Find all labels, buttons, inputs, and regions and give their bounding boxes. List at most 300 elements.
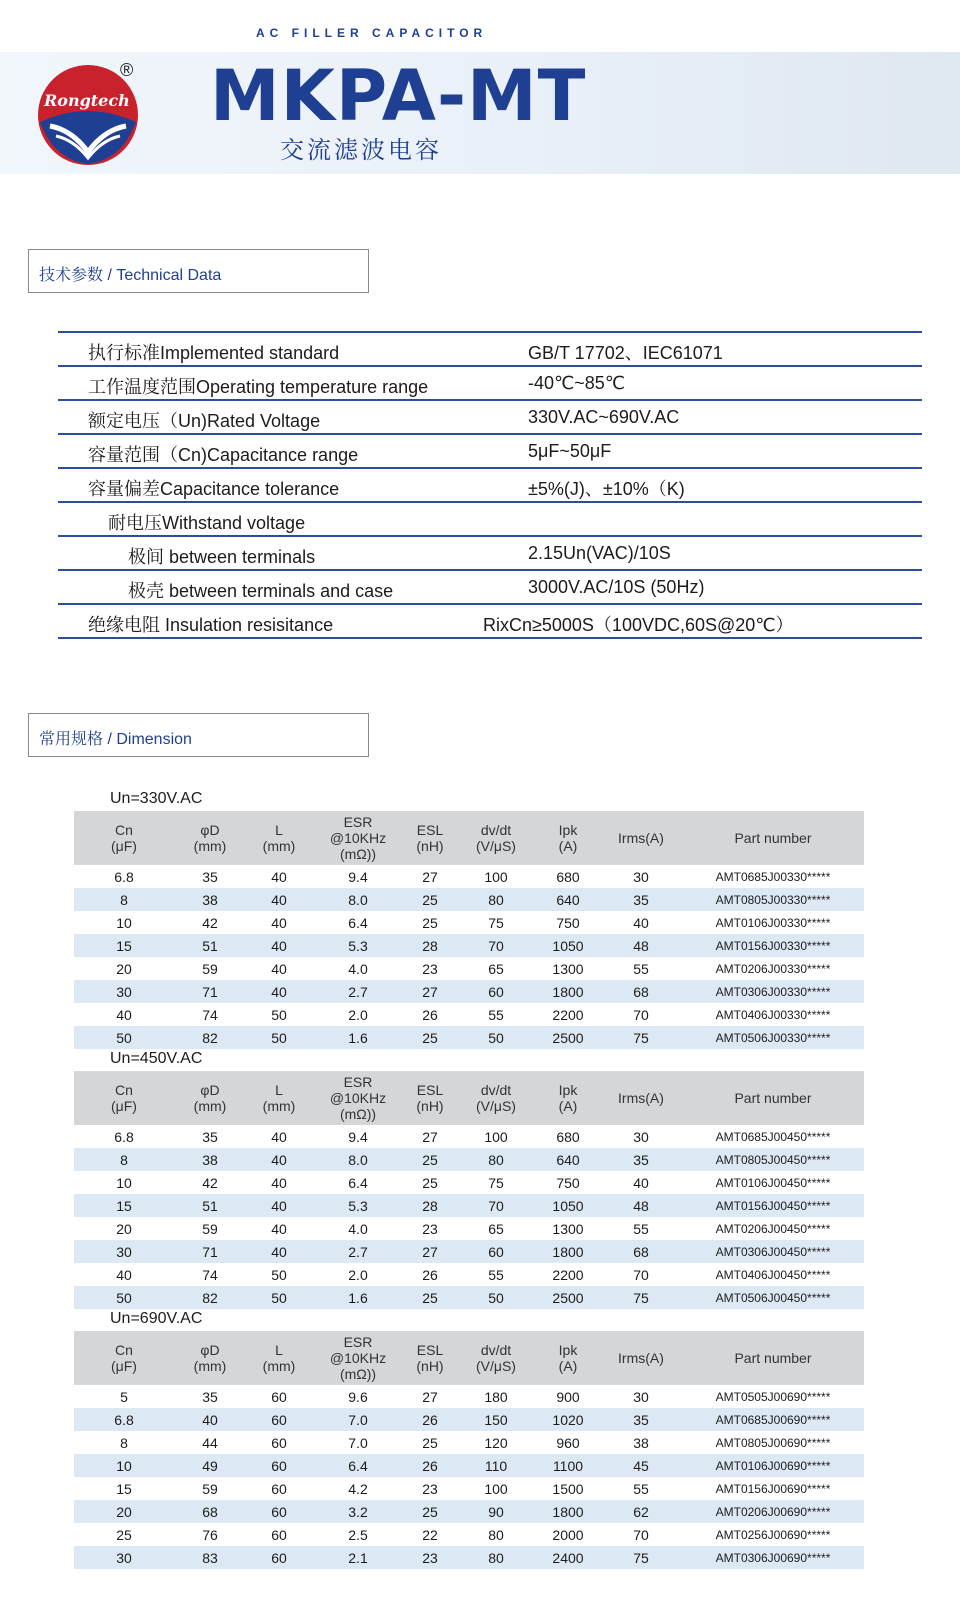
spec-cell: 40 xyxy=(116,1266,132,1283)
spec-header-line: dv/dt xyxy=(480,1082,512,1098)
spec-cell: 27 xyxy=(422,983,438,1000)
spec-cell: 1050 xyxy=(552,1197,584,1214)
spec-header-line: Ipk xyxy=(558,822,578,838)
spec-header-line: (nH) xyxy=(416,1098,444,1114)
spec-cell: AMT0106J00330***** xyxy=(715,915,831,930)
spec-cell: 50 xyxy=(271,1266,287,1283)
spec-cell: 23 xyxy=(422,1220,438,1237)
spec-cell: 100 xyxy=(484,1480,508,1497)
spec-cell: 42 xyxy=(202,1174,218,1191)
spec-header-cell xyxy=(404,822,456,854)
spec-cell: 70 xyxy=(488,1197,504,1214)
spec-cell: 50 xyxy=(271,1289,287,1306)
spec-cell: 50 xyxy=(271,1029,287,1046)
spec-header-cell xyxy=(312,1074,404,1122)
spec-cell: 50 xyxy=(116,1029,132,1046)
spec-row xyxy=(74,1523,864,1546)
spec-header-row xyxy=(74,1071,864,1125)
spec-cell: 38 xyxy=(202,1151,218,1168)
spec-cell: 25 xyxy=(422,1151,438,1168)
spec-header-line: (A) xyxy=(558,1358,578,1374)
spec-voltage-label: Un=450V.AC xyxy=(110,1050,203,1067)
spec-cell: 60 xyxy=(488,1243,504,1260)
spec-header-line: dv/dt xyxy=(480,1342,512,1358)
spec-cell: 750 xyxy=(556,1174,580,1191)
spec-header-cell xyxy=(456,1082,536,1114)
spec-cell: 83 xyxy=(202,1549,218,1566)
spec-cell: 40 xyxy=(633,1174,649,1191)
spec-cell: AMT0506J00330***** xyxy=(715,1030,831,1045)
spec-cell: 55 xyxy=(633,960,649,977)
spec-cell: 25 xyxy=(422,914,438,931)
spec-cell: AMT0156J00330***** xyxy=(715,938,831,953)
spec-cell: 60 xyxy=(488,983,504,1000)
spec-cell: 1800 xyxy=(552,1243,584,1260)
spec-cell: 40 xyxy=(271,914,287,931)
spec-row xyxy=(74,1148,864,1171)
spec-cell: 45 xyxy=(633,1457,649,1474)
spec-cell: 8 xyxy=(120,891,128,908)
spec-cell: 5.3 xyxy=(348,937,368,954)
spec-cell: AMT0805J00330***** xyxy=(715,892,831,907)
spec-cell: 150 xyxy=(484,1411,508,1428)
spec-cell: AMT0406J00330***** xyxy=(715,1007,831,1022)
tech-value: 330V.AC~690V.AC xyxy=(528,407,680,427)
spec-cell: 9.6 xyxy=(348,1388,368,1405)
spec-cell: 25 xyxy=(422,1434,438,1451)
spec-header-line: (μF) xyxy=(111,838,137,854)
spec-cell: 20 xyxy=(116,960,132,977)
spec-cell: 40 xyxy=(271,891,287,908)
spec-cell: 60 xyxy=(271,1526,287,1543)
spec-cell: 35 xyxy=(633,1151,649,1168)
spec-cell: 1050 xyxy=(552,937,584,954)
tech-row xyxy=(58,433,922,467)
spec-cell: 640 xyxy=(556,1151,580,1168)
spec-header-line: Part number xyxy=(734,830,812,846)
spec-cell: 120 xyxy=(484,1434,508,1451)
spec-cell: 6.8 xyxy=(114,1411,134,1428)
spec-cell: 1300 xyxy=(552,1220,584,1237)
spec-cell: 75 xyxy=(633,1029,649,1046)
spec-header-line: Part number xyxy=(734,1090,812,1106)
spec-header-line: L xyxy=(275,1342,283,1358)
section-technical-title: 技术参数 / Technical Data xyxy=(39,267,222,284)
spec-cell: 48 xyxy=(633,1197,649,1214)
spec-header-line: Cn xyxy=(115,1342,133,1358)
spec-cell: 30 xyxy=(633,1128,649,1145)
spec-header-line: (V/μS) xyxy=(476,838,516,854)
spec-header-row xyxy=(74,1331,864,1385)
spec-row xyxy=(74,934,864,957)
spec-header-cell xyxy=(74,822,174,854)
spec-row xyxy=(74,1263,864,1286)
spec-cell: 25 xyxy=(422,1029,438,1046)
product-subtitle: 交流滤波电容 xyxy=(280,137,442,164)
spec-cell: 10 xyxy=(116,1457,132,1474)
spec-cell: 6.8 xyxy=(114,1128,134,1145)
spec-cell: AMT0306J00450***** xyxy=(715,1244,831,1259)
spec-cell: 15 xyxy=(116,1480,132,1497)
spec-cell: 75 xyxy=(488,1174,504,1191)
product-title: MKPA-MT xyxy=(210,55,587,137)
tech-row xyxy=(58,365,922,399)
spec-header-line: φD xyxy=(200,822,220,838)
spec-row xyxy=(74,1217,864,1240)
spec-cell: 60 xyxy=(271,1457,287,1474)
spec-cell: 2.7 xyxy=(348,983,368,1000)
spec-header-cell xyxy=(456,1342,536,1374)
spec-header-line: (mΩ)) xyxy=(339,1106,377,1122)
spec-cell: 80 xyxy=(488,1549,504,1566)
spec-row xyxy=(74,1194,864,1217)
spec-cell: 55 xyxy=(488,1006,504,1023)
spec-header-cell xyxy=(246,1082,312,1114)
spec-header-cell xyxy=(174,1082,246,1114)
spec-header-cell xyxy=(74,1082,174,1114)
spec-header-row xyxy=(74,811,864,865)
spec-cell: 60 xyxy=(271,1434,287,1451)
spec-header-line: (μF) xyxy=(111,1358,137,1374)
tech-value: RixCn≥5000S（100VDC,60S@20℃） xyxy=(483,615,794,635)
spec-cell: 22 xyxy=(422,1526,438,1543)
spec-cell: 40 xyxy=(271,1243,287,1260)
spec-cell: 50 xyxy=(488,1289,504,1306)
spec-cell: 59 xyxy=(202,1220,218,1237)
spec-cell: 10 xyxy=(116,914,132,931)
spec-cell: 960 xyxy=(556,1434,580,1451)
spec-cell: 40 xyxy=(116,1006,132,1023)
spec-cell: 27 xyxy=(422,868,438,885)
spec-cell: 40 xyxy=(271,960,287,977)
spec-cell: AMT0256J00690***** xyxy=(715,1527,831,1542)
spec-cell: 75 xyxy=(488,914,504,931)
spec-cell: 62 xyxy=(633,1503,649,1520)
spec-header-line: (nH) xyxy=(416,1358,444,1374)
spec-cell: 70 xyxy=(633,1006,649,1023)
spec-cell: 38 xyxy=(633,1434,649,1451)
spec-cell: 4.2 xyxy=(348,1480,368,1497)
spec-header-cell xyxy=(174,1342,246,1374)
tagline: AC FILLER CAPACITOR xyxy=(256,26,488,40)
spec-cell: 20 xyxy=(116,1220,132,1237)
spec-cell: AMT0685J00450***** xyxy=(715,1129,831,1144)
spec-row xyxy=(74,957,864,980)
spec-header-line: L xyxy=(275,1082,283,1098)
spec-header-cell xyxy=(404,1342,456,1374)
spec-cell: 80 xyxy=(488,1151,504,1168)
spec-cell: 27 xyxy=(422,1388,438,1405)
spec-header-cell xyxy=(312,814,404,862)
spec-header-line: L xyxy=(275,822,283,838)
spec-header-line: Irms(A) xyxy=(618,1090,664,1106)
spec-cell: 680 xyxy=(556,868,580,885)
spec-header-cell xyxy=(682,830,864,846)
spec-cell: 90 xyxy=(488,1503,504,1520)
spec-cell: 1100 xyxy=(552,1457,584,1474)
spec-row xyxy=(74,1477,864,1500)
spec-header-line: @10KHz xyxy=(329,1350,387,1366)
spec-cell: 40 xyxy=(271,1197,287,1214)
spec-header-line: (nH) xyxy=(416,838,444,854)
tech-row xyxy=(58,603,922,639)
spec-cell: 35 xyxy=(202,868,218,885)
tech-key: 极壳 between terminals and case xyxy=(128,581,394,601)
spec-header-line: Ipk xyxy=(558,1342,578,1358)
spec-cell: 40 xyxy=(271,1174,287,1191)
spec-voltage-label: Un=330V.AC xyxy=(110,790,203,807)
spec-cell: 1500 xyxy=(552,1480,584,1497)
spec-cell: 55 xyxy=(633,1480,649,1497)
spec-cell: 68 xyxy=(633,983,649,1000)
spec-cell: 42 xyxy=(202,914,218,931)
spec-cell: 20 xyxy=(116,1503,132,1520)
spec-row xyxy=(74,865,864,888)
spec-cell: 8 xyxy=(120,1434,128,1451)
spec-cell: AMT0406J00450***** xyxy=(715,1267,831,1282)
spec-cell: 2.7 xyxy=(348,1243,368,1260)
spec-cell: AMT0805J00690***** xyxy=(715,1435,831,1450)
spec-cell: AMT0505J00690***** xyxy=(715,1389,831,1404)
spec-cell: 26 xyxy=(422,1266,438,1283)
spec-cell: 25 xyxy=(422,1503,438,1520)
spec-cell: 25 xyxy=(422,1174,438,1191)
spec-row xyxy=(74,1240,864,1263)
spec-cell: 1300 xyxy=(552,960,584,977)
spec-cell: 49 xyxy=(202,1457,218,1474)
spec-header-cell xyxy=(682,1090,864,1106)
spec-cell: 71 xyxy=(202,1243,218,1260)
spec-header-line: Irms(A) xyxy=(618,830,664,846)
spec-cell: 27 xyxy=(422,1128,438,1145)
spec-cell: 51 xyxy=(202,937,218,954)
spec-table xyxy=(74,1047,864,1309)
spec-row xyxy=(74,1385,864,1408)
spec-cell: AMT0685J00690***** xyxy=(715,1412,831,1427)
spec-header-cell xyxy=(246,1342,312,1374)
tech-row xyxy=(58,399,922,433)
spec-header-line: ESL xyxy=(416,1082,444,1098)
tech-value: 3000V.AC/10S (50Hz) xyxy=(528,577,705,597)
spec-header-line: @10KHz xyxy=(329,830,387,846)
tech-key: 执行标准Implemented standard xyxy=(88,343,340,363)
spec-cell: 1800 xyxy=(552,983,584,1000)
spec-cell: 30 xyxy=(633,868,649,885)
spec-cell: 2400 xyxy=(552,1549,584,1566)
spec-cell: 23 xyxy=(422,1549,438,1566)
tech-row xyxy=(58,467,922,501)
spec-row xyxy=(74,980,864,1003)
spec-cell: 59 xyxy=(202,1480,218,1497)
tech-key: 极间 between terminals xyxy=(128,547,316,567)
tech-key: 工作温度范围Operating temperature range xyxy=(88,377,429,397)
spec-cell: 6.4 xyxy=(348,914,368,931)
spec-header-line: (mΩ)) xyxy=(339,846,377,862)
spec-cell: 2500 xyxy=(552,1029,584,1046)
spec-cell: 5 xyxy=(120,1388,128,1405)
spec-cell: AMT0506J00450***** xyxy=(715,1290,831,1305)
spec-header-cell xyxy=(246,822,312,854)
tech-key: 容量范围（Cn)Capacitance range xyxy=(88,445,359,465)
spec-cell: 65 xyxy=(488,960,504,977)
spec-cell: 1.6 xyxy=(348,1029,368,1046)
spec-cell: AMT0306J00690***** xyxy=(715,1550,831,1565)
spec-cell: 1020 xyxy=(552,1411,584,1428)
spec-header-line: φD xyxy=(200,1342,220,1358)
spec-cell: 26 xyxy=(422,1411,438,1428)
spec-header-cell xyxy=(536,1342,600,1374)
spec-cell: 100 xyxy=(484,868,508,885)
spec-cell: 100 xyxy=(484,1128,508,1145)
spec-header-line: (mm) xyxy=(193,1358,227,1374)
spec-cell: 40 xyxy=(202,1411,218,1428)
spec-header-line: ESR xyxy=(343,1074,373,1090)
spec-cell: 9.4 xyxy=(348,1128,368,1145)
spec-header-line: Irms(A) xyxy=(618,1350,664,1366)
spec-cell: 48 xyxy=(633,937,649,954)
spec-cell: 750 xyxy=(556,914,580,931)
spec-cell: 40 xyxy=(271,983,287,1000)
spec-cell: 75 xyxy=(633,1289,649,1306)
spec-cell: 7.0 xyxy=(348,1411,368,1428)
spec-header-line: (A) xyxy=(558,1098,578,1114)
section-technical-data xyxy=(28,249,369,293)
spec-cell: 68 xyxy=(202,1503,218,1520)
spec-cell: 40 xyxy=(271,937,287,954)
spec-header-line: ESR xyxy=(343,814,373,830)
spec-cell: 50 xyxy=(116,1289,132,1306)
spec-cell: 82 xyxy=(202,1029,218,1046)
spec-cell: 1800 xyxy=(552,1503,584,1520)
spec-header-cell xyxy=(536,822,600,854)
spec-cell: 28 xyxy=(422,1197,438,1214)
spec-cell: 640 xyxy=(556,891,580,908)
spec-header-cell xyxy=(404,1082,456,1114)
spec-cell: AMT0206J00450***** xyxy=(715,1221,831,1236)
spec-voltage-label: Un=690V.AC xyxy=(110,1310,203,1327)
spec-cell: 40 xyxy=(271,868,287,885)
spec-cell: 6.8 xyxy=(114,868,134,885)
spec-cell: 76 xyxy=(202,1526,218,1543)
spec-cell: 40 xyxy=(633,914,649,931)
spec-header-line: (mm) xyxy=(262,838,296,854)
spec-cell: 40 xyxy=(271,1151,287,1168)
spec-row xyxy=(74,1408,864,1431)
spec-cell: 35 xyxy=(633,1411,649,1428)
spec-cell: 51 xyxy=(202,1197,218,1214)
spec-cell: 3.2 xyxy=(348,1503,368,1520)
spec-header-line: (mΩ)) xyxy=(339,1366,377,1382)
spec-cell: 50 xyxy=(488,1029,504,1046)
spec-cell: 25 xyxy=(116,1526,132,1543)
spec-cell: 1.6 xyxy=(348,1289,368,1306)
spec-header-cell xyxy=(312,1334,404,1382)
spec-cell: AMT0106J00690***** xyxy=(715,1458,831,1473)
tech-row xyxy=(58,569,922,603)
spec-header-line: Cn xyxy=(115,1082,133,1098)
spec-cell: 2.0 xyxy=(348,1006,368,1023)
spec-cell: 50 xyxy=(271,1006,287,1023)
technical-data-table xyxy=(58,331,922,639)
spec-header-cell xyxy=(536,1082,600,1114)
spec-cell: 60 xyxy=(271,1480,287,1497)
spec-row xyxy=(74,888,864,911)
spec-header-line: (μF) xyxy=(111,1098,137,1114)
tech-value: 2.15Un(VAC)/10S xyxy=(528,543,671,563)
spec-cell: 59 xyxy=(202,960,218,977)
spec-cell: 2.0 xyxy=(348,1266,368,1283)
spec-cell: 38 xyxy=(202,891,218,908)
spec-cell: 25 xyxy=(422,1289,438,1306)
spec-row xyxy=(74,911,864,934)
spec-cell: 110 xyxy=(484,1457,508,1474)
spec-cell: 44 xyxy=(202,1434,218,1451)
section-dimension-title: 常用规格 / Dimension xyxy=(39,731,192,748)
spec-table xyxy=(74,1307,864,1569)
spec-row xyxy=(74,1026,864,1049)
spec-cell: 82 xyxy=(202,1289,218,1306)
registered-mark: ® xyxy=(120,60,134,80)
spec-cell: 30 xyxy=(116,1549,132,1566)
spec-cell: 9.4 xyxy=(348,868,368,885)
section-dimension xyxy=(28,713,369,757)
spec-cell: 15 xyxy=(116,937,132,954)
spec-cell: 80 xyxy=(488,891,504,908)
spec-cell: 180 xyxy=(484,1388,508,1405)
spec-cell: AMT0106J00450***** xyxy=(715,1175,831,1190)
spec-cell: 6.4 xyxy=(348,1457,368,1474)
spec-row xyxy=(74,1431,864,1454)
spec-cell: 2200 xyxy=(552,1266,584,1283)
spec-cell: 71 xyxy=(202,983,218,1000)
spec-cell: 70 xyxy=(633,1266,649,1283)
spec-row xyxy=(74,1546,864,1569)
spec-cell: 10 xyxy=(116,1174,132,1191)
spec-cell: 60 xyxy=(271,1411,287,1428)
spec-row xyxy=(74,1125,864,1148)
spec-cell: 74 xyxy=(202,1266,218,1283)
spec-header-line: ESL xyxy=(416,822,444,838)
spec-cell: 2000 xyxy=(552,1526,584,1543)
spec-cell: 6.4 xyxy=(348,1174,368,1191)
spec-cell: 35 xyxy=(633,891,649,908)
spec-cell: 8.0 xyxy=(348,1151,368,1168)
spec-header-cell xyxy=(600,1350,682,1366)
spec-header-cell xyxy=(456,822,536,854)
spec-cell: AMT0156J00450***** xyxy=(715,1198,831,1213)
spec-cell: 55 xyxy=(488,1266,504,1283)
spec-row xyxy=(74,1454,864,1477)
tech-key: 额定电压（Un)Rated Voltage xyxy=(88,411,321,431)
spec-cell: 40 xyxy=(271,1220,287,1237)
tech-key: 容量偏差Capacitance tolerance xyxy=(88,479,340,499)
spec-header-line: (mm) xyxy=(262,1358,296,1374)
spec-cell: 30 xyxy=(116,1243,132,1260)
spec-cell: 70 xyxy=(633,1526,649,1543)
spec-cell: 4.0 xyxy=(348,960,368,977)
spec-cell: AMT0206J00330***** xyxy=(715,961,831,976)
tech-value: -40℃~85℃ xyxy=(528,373,625,393)
spec-cell: 55 xyxy=(633,1220,649,1237)
spec-cell: AMT0206J00690***** xyxy=(715,1504,831,1519)
spec-cell: 30 xyxy=(116,983,132,1000)
tech-key: 耐电压Withstand voltage xyxy=(108,513,306,533)
spec-cell: 60 xyxy=(271,1388,287,1405)
spec-header-cell xyxy=(74,1342,174,1374)
spec-cell: 26 xyxy=(422,1006,438,1023)
spec-cell: 8.0 xyxy=(348,891,368,908)
tech-row xyxy=(58,535,922,569)
